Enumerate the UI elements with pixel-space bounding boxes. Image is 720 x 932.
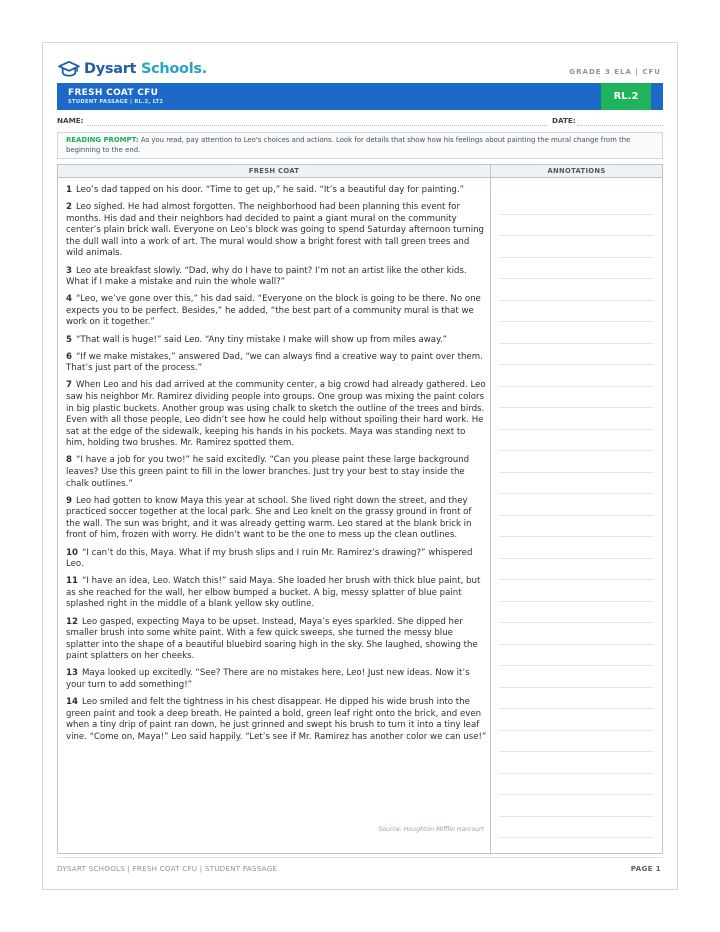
annotation-line[interactable] [499, 537, 654, 559]
annotations-column-header: ANNOTATIONS [491, 165, 662, 178]
paragraph-number: 2 [66, 202, 72, 213]
paragraph-number: 8 [66, 455, 72, 466]
annotation-line[interactable] [499, 494, 654, 516]
paragraph-text: Leo had gotten to know Maya this year at school. She lived right down the street, and they practiced soccer together at the local park. She and Leo knelt on the grassy ground in front of the wall. The sun was bright, and it was already getting warm. Leo stared at the blank brick in front of him, frozen with worry. He didn’t want to be the one to mess up the clean outlines. [66, 495, 472, 541]
passage-paragraph [66, 455, 487, 490]
annotation-line[interactable] [499, 279, 654, 301]
paragraph-number: 11 [66, 576, 78, 587]
paragraph-text: “If we make mistakes,” answered Dad, “we can always find a creative way to paint over them. That’s just part of the process.” [66, 351, 483, 374]
passage-table [57, 164, 663, 854]
annotation-line[interactable] [499, 387, 654, 409]
paragraph-text: “That wall is huge!” said Leo. “Any tiny mistake I make will show up from miles away.” [75, 334, 448, 345]
annotation-line[interactable] [499, 666, 654, 688]
source-citation: Source: Houghton Mifflin Harcourt [378, 826, 484, 833]
paragraph-text: “I have an idea, Leo. Watch this!” said Maya. She loaded her brush with thick blue paint, but as she reached for the wall, her elbow bumped a bucket. A big, messy splatter of blue paint splashed right in the middle of a blank yellow sky outline. [66, 576, 481, 610]
annotation-line[interactable] [499, 236, 654, 258]
banner-title: FRESH COAT CFU [68, 88, 159, 98]
passage-paragraph [66, 617, 487, 663]
paragraph-number: 3 [66, 265, 72, 276]
paragraph-number: 9 [66, 495, 72, 506]
paragraph-text: “I have a job for you two!” he said excitedly. “Can you please paint these large background leaves? Use this green paint to fill in the lower branches. Just try your best to stay inside the chalk outlines.” [66, 455, 470, 489]
paragraph-number: 5 [66, 334, 72, 345]
paragraph-text: Leo’s dad tapped on his door. “Time to get up,” he said. “It’s a beautiful day for painting.” [75, 185, 465, 195]
date-field[interactable] [577, 125, 663, 126]
annotation-line[interactable] [499, 451, 654, 473]
annotation-line[interactable] [499, 408, 654, 430]
name-field[interactable] [87, 125, 547, 126]
passage-paragraph [66, 576, 487, 611]
page-number: PAGE 1 [630, 864, 661, 873]
annotation-line[interactable] [499, 752, 654, 774]
paragraph-text: When Leo and his dad arrived at the community center, a big crowd had already gathered. Leo saw his neighbor Mr. Ramirez dividing people into groups. One group was mixing the paint colors in big plastic buckets. Another group was using chalk to sketch the outline of the trees and birds. Even with all those people, Leo didn’t see how he could help without spoiling their hard work. He sat at the edge of the sidewalk, keeping his hands in his pockets. Maya was standing next to him, holding two brushes. Mr. Ramirez spotted them. [66, 380, 486, 449]
annotation-line[interactable] [499, 774, 654, 796]
paragraph-number: 1 [66, 185, 72, 195]
paragraph-number: 4 [66, 294, 72, 305]
worksheet-page [42, 42, 678, 890]
paragraph-text: Leo ate breakfast slowly. “Dad, why do I have to paint? I’m not an artist like the other kids. What if I make a mistake and ruin the whole wall?” [66, 265, 467, 288]
annotation-line[interactable] [499, 709, 654, 731]
paragraph-number: 13 [66, 668, 78, 679]
passage-paragraph [66, 352, 487, 375]
footer-text: DYSART SCHOOLS | FRESH COAT CFU | STUDENT PASSAGE [57, 864, 278, 873]
passage-text [66, 185, 487, 749]
standard-badge: RL.2 [601, 83, 651, 110]
name-date-row [57, 116, 663, 128]
annotation-line[interactable] [499, 817, 654, 839]
annotation-line[interactable] [499, 731, 654, 753]
column-divider [490, 178, 491, 854]
passage-paragraph [66, 496, 487, 542]
paragraph-text: Leo smiled and felt the tightness in his chest disappear. He dipped his wide brush into the green paint and took a deep breath. He painted a bold, green leaf right onto the brick, and even when a tiny drip of paint ran down, he just grinned and swept his brush to turn it into a tiny leaf vine. “Come on, Maya!” Leo said happily. “Let’s see if Mr. Ramirez has another color we can use!” [66, 697, 487, 742]
annotation-line[interactable] [499, 301, 654, 323]
reading-prompt-text: As you read, pay attention to Leo's choices and actions. Look for details that show how his feelings about painting the mural change from the beginning to the end. [66, 136, 631, 154]
paragraph-number: 14 [66, 697, 78, 708]
passage-paragraph [66, 548, 487, 571]
passage-column-header: FRESH COAT [58, 165, 491, 178]
title-banner [57, 83, 663, 110]
reading-prompt [57, 132, 663, 159]
annotation-line[interactable] [499, 688, 654, 710]
footer-divider [57, 857, 663, 858]
annotation-line[interactable] [499, 344, 654, 366]
paragraph-text: Maya looked up excitedly. “See? There are no mistakes here, Leo! Just new ideas. Now it’s your turn to add something!” [66, 668, 470, 690]
passage-paragraph [66, 185, 487, 197]
annotation-line[interactable] [499, 258, 654, 280]
passage-paragraph [66, 668, 487, 691]
annotation-line[interactable] [499, 430, 654, 452]
passage-paragraph [66, 335, 487, 347]
paragraph-number: 12 [66, 616, 78, 627]
logo-name: Dysart [84, 61, 137, 77]
annotation-line[interactable] [499, 580, 654, 602]
passage-paragraph [66, 697, 487, 743]
paragraph-text: Leo sighed. He had almost forgotten. The neighborhood had been planning this event for months. His dad and their neighbors had decided to paint a giant mural on the community center’s plain brick wall. Everyone on Leo’s block was going to spend Saturday afternoon turning the dull wall into a work of art. The mural would show a bright forest with tall green trees and wild animals. [66, 202, 485, 259]
annotation-line[interactable] [499, 602, 654, 624]
paragraph-number: 6 [66, 351, 72, 362]
graduation-cap-icon [58, 60, 80, 78]
annotation-line[interactable] [499, 623, 654, 645]
passage-paragraph [66, 294, 487, 329]
passage-paragraph [66, 380, 487, 450]
grade-label: GRADE 3 ELA | CFU [569, 68, 661, 76]
date-label: DATE: [552, 116, 576, 125]
reading-prompt-label: READING PROMPT: [66, 136, 139, 144]
annotation-line[interactable] [499, 795, 654, 817]
annotation-line[interactable] [499, 559, 654, 581]
annotation-lines[interactable] [499, 193, 654, 838]
annotation-line[interactable] [499, 215, 654, 237]
annotation-line[interactable] [499, 322, 654, 344]
logo-suffix: Schools. [140, 61, 207, 77]
annotation-line[interactable] [499, 645, 654, 667]
paragraph-number: 10 [66, 547, 78, 558]
annotation-line[interactable] [499, 365, 654, 387]
name-label: NAME: [57, 116, 84, 125]
paragraph-number: 7 [66, 380, 72, 391]
passage-paragraph [66, 202, 487, 260]
paragraph-text: Leo gasped, expecting Maya to be upset. Instead, Maya’s eyes sparkled. She dipped her smaller brush into some white paint. With a few quick sweeps, she turned the messy blue splatter into the shape of a beautiful bluebird soaring high in the sky. She laughed, showing the paint splatters on her cheeks. [66, 616, 478, 662]
annotation-line[interactable] [499, 473, 654, 495]
paragraph-text: “Leo, we’ve gone over this,” his dad said. “Everyone on the block is going to be there. No one expects you to be perfect. Besides,” he added, “the best part of a community mural is that we work on it together.” [66, 294, 481, 328]
annotation-line[interactable] [499, 193, 654, 215]
school-logo [58, 60, 207, 78]
paragraph-text: “I can’t do this, Maya. What if my brush slips and I ruin Mr. Ramirez’s drawing?” whispered Leo. [66, 547, 473, 570]
annotation-line[interactable] [499, 516, 654, 538]
logo-text [84, 61, 207, 77]
passage-paragraph [66, 266, 487, 289]
banner-subtitle: STUDENT PASSAGE | RL.2, LT2 [68, 99, 164, 105]
